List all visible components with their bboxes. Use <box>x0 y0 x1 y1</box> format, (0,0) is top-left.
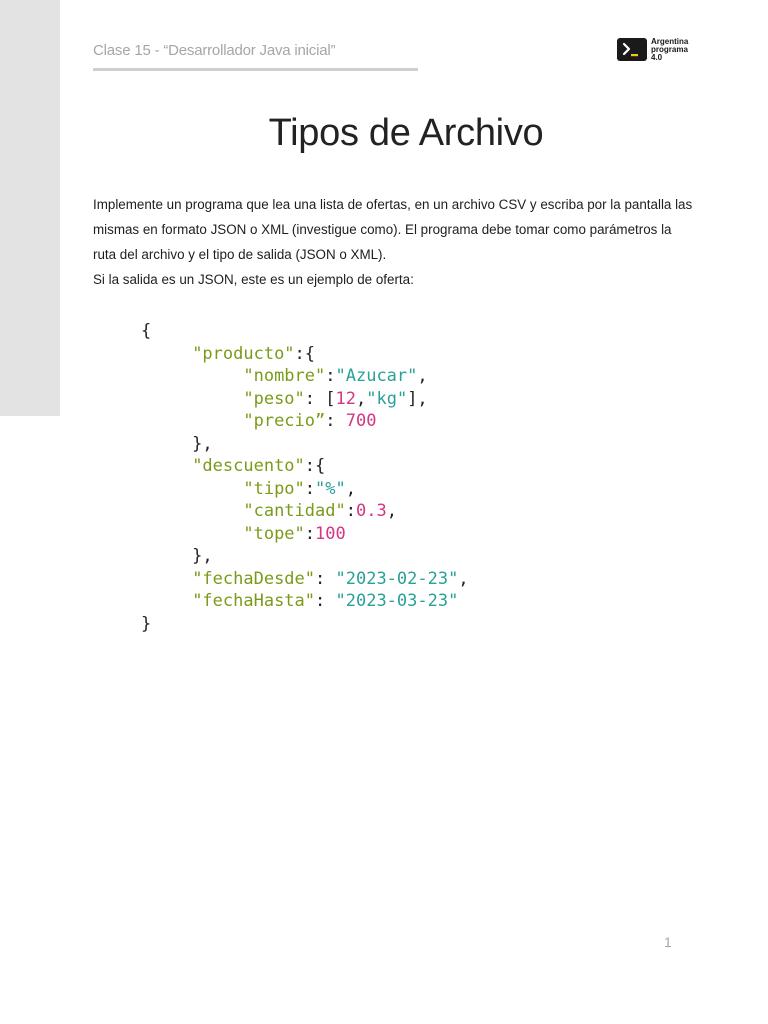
code-line <box>141 433 469 456</box>
instructions <box>93 192 693 292</box>
code-punctuation: , <box>458 568 469 589</box>
terminal-prompt-icon <box>617 38 647 61</box>
code-key: "cantidad" <box>243 501 346 521</box>
code-number: 0.3 <box>355 501 387 521</box>
logo-line-2: programa <box>651 45 688 54</box>
code-key: "nombre" <box>243 366 326 386</box>
code-string: "2023-02-23" <box>335 568 459 589</box>
code-punctuation: } <box>141 613 152 634</box>
code-punctuation: , <box>345 478 356 499</box>
code-number: 100 <box>315 523 346 544</box>
code-punctuation: :{ <box>304 456 326 476</box>
code-punctuation: { <box>141 321 152 341</box>
code-line <box>141 343 469 366</box>
code-line <box>141 568 469 591</box>
code-string: "kg" <box>366 388 408 409</box>
code-punctuation <box>141 344 192 364</box>
code-punctuation <box>141 456 192 476</box>
code-string: "Azucar" <box>335 366 418 386</box>
code-punctuation: : <box>325 411 346 431</box>
code-line <box>141 613 469 636</box>
code-key: "precio” <box>243 411 326 431</box>
code-line <box>141 410 469 433</box>
code-punctuation <box>141 501 243 521</box>
json-code-example <box>141 320 469 635</box>
code-punctuation: : <box>345 501 356 521</box>
code-punctuation <box>141 569 192 589</box>
code-line <box>141 455 469 478</box>
code-punctuation: }, <box>141 433 213 454</box>
code-line <box>141 388 469 411</box>
code-line <box>141 478 469 501</box>
code-key: "fechaDesde" <box>192 568 316 589</box>
code-line <box>141 523 469 546</box>
code-string: "%" <box>315 478 346 499</box>
instructions-paragraph: Si la salida es un JSON, este es un ejemplo de oferta: <box>93 272 414 287</box>
code-punctuation: : <box>315 591 336 611</box>
code-line <box>141 320 469 343</box>
code-punctuation: ], <box>407 388 428 409</box>
code-punctuation: : <box>304 523 316 544</box>
code-key: "tope" <box>243 523 305 544</box>
code-key: "fechaHasta" <box>192 591 316 611</box>
course-title: Clase 15 - “Desarrollador Java inicial” <box>93 42 336 59</box>
code-line <box>141 590 469 613</box>
code-punctuation <box>141 479 243 499</box>
page-title: Tipos de Archivo <box>268 112 544 154</box>
code-punctuation: , <box>355 388 367 409</box>
header-divider <box>93 68 418 71</box>
code-punctuation <box>141 524 243 544</box>
code-punctuation <box>141 366 243 386</box>
code-line <box>141 545 469 568</box>
code-line <box>141 365 469 388</box>
code-punctuation: : <box>315 568 336 589</box>
code-punctuation: , <box>386 501 397 521</box>
code-punctuation <box>141 591 192 611</box>
code-punctuation <box>141 411 243 431</box>
side-band <box>0 0 60 416</box>
code-line <box>141 500 469 523</box>
code-key: "peso" <box>243 388 305 409</box>
code-punctuation <box>141 389 243 409</box>
argentina-programa-logo <box>617 38 688 62</box>
code-number: 700 <box>345 411 377 431</box>
logo-line-1: Argentina <box>651 37 689 46</box>
code-punctuation: , <box>417 366 428 386</box>
logo-wordmark <box>651 38 688 62</box>
code-punctuation: : <box>304 478 316 499</box>
code-punctuation: : [ <box>304 388 336 409</box>
code-punctuation: :{ <box>294 343 316 364</box>
code-punctuation: }, <box>141 546 213 566</box>
code-number: 12 <box>335 388 356 409</box>
instructions-paragraph: Implemente un programa que lea una lista de ofertas, en un archivo CSV y escriba por la pantalla las mismas en formato JSON o XML (investigue como). El programa debe tomar como parámetros la ruta del archivo y el tipo de salida (JSON o XML). <box>93 197 693 262</box>
code-key: "producto" <box>192 343 295 364</box>
code-key: "tipo" <box>243 478 305 499</box>
code-key: "descuento" <box>192 456 305 476</box>
code-punctuation: : <box>325 366 336 386</box>
page-number: 1 <box>664 934 672 950</box>
logo-line-3: 4.0 <box>651 53 663 62</box>
code-string: "2023-03-23" <box>335 591 459 611</box>
